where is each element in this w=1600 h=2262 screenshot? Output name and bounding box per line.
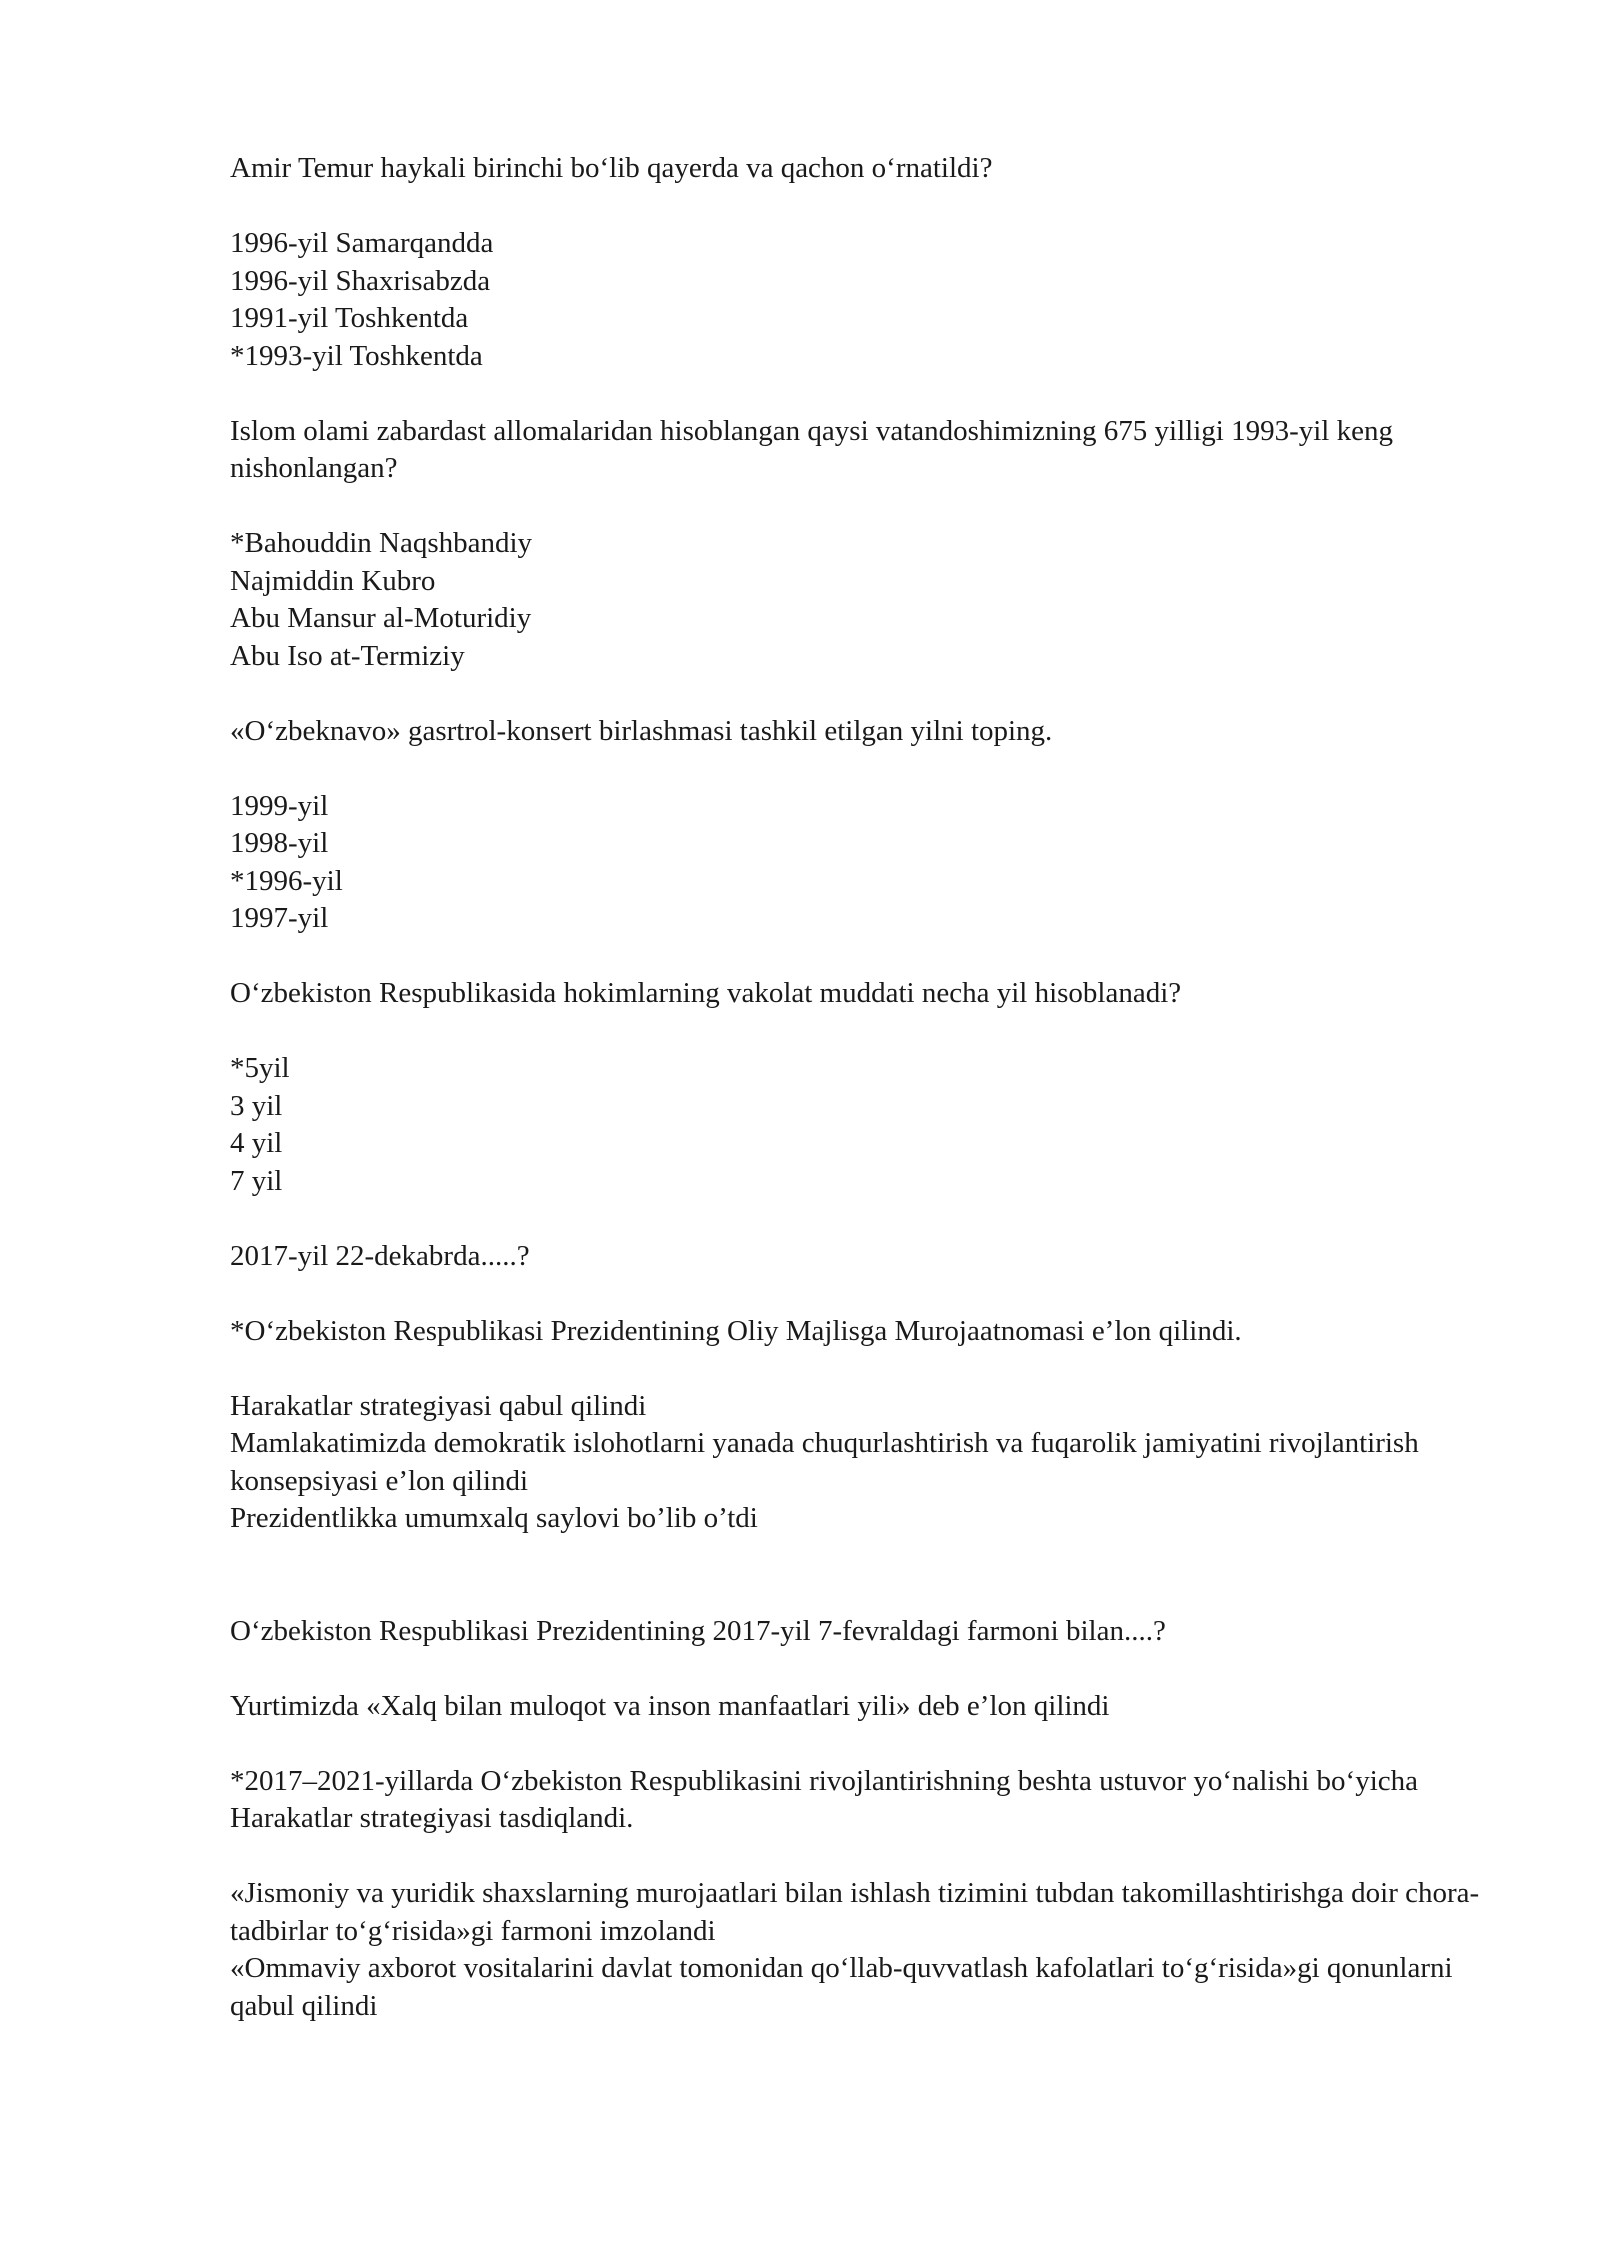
answer-option-correct: *O‘zbekiston Respublikasi Prezidentining Oliy Majlisga Murojaatnomasi e’lon qilindi. bbox=[230, 1314, 1242, 1347]
answer-option-correct: *5yil bbox=[230, 1052, 290, 1084]
answer-option: Harakatlar strategiyasi qabul qilindi bbox=[230, 1389, 647, 1422]
question-text: Amir Temur haykali birinchi bo‘lib qayerda va qachon o‘rnatildi? bbox=[230, 152, 993, 184]
answer-list bbox=[230, 1875, 1500, 2025]
answer-option: 1991-yil Toshkentda bbox=[230, 302, 469, 334]
answer-option-correct: *2017–2021-yillarda O‘zbekiston Respublikasini rivojlantirishning beshta ustuvor yo‘nalishi bo‘yicha Harakatlar strategiyasi tasdiqlandi. bbox=[230, 1764, 1419, 1834]
answer-option: Abu Mansur al-Moturidiy bbox=[230, 602, 532, 634]
answer-option: «Jismoniy va yuridik shaxslarning murojaatlari bilan ishlash tizimini tubdan takomillashtirishga doir chora-tadbirlar to‘g‘risida»gi farmoni imzolandi bbox=[230, 1877, 1480, 1947]
question-text: «O‘zbeknavo» gasrtrol-konsert birlashmasi tashkil etilgan yilni toping. bbox=[230, 714, 1053, 747]
question-text: 2017-yil 22-dekabrda.....? bbox=[230, 1239, 530, 1272]
question-text: O‘zbekiston Respublikasida hokimlarning vakolat muddati necha yil hisoblanadi? bbox=[230, 977, 1182, 1009]
question-text: Islom olami zabardast allomalaridan hisoblangan qaysi vatandoshimizning 675 yilligi 1993-yil keng nishonlangan? bbox=[230, 414, 1393, 484]
answer-option: 3 yil bbox=[230, 1089, 283, 1122]
answer-option: 4 yil bbox=[230, 1127, 283, 1159]
answer-option: 1997-yil bbox=[230, 902, 329, 934]
answer-option: 7 yil bbox=[230, 1164, 283, 1197]
answer-list bbox=[230, 1050, 1500, 1200]
answer-option: Mamlakatimizda demokratik islohotlarni yanada chuqurlashtirish va fuqarolik jamiyatini rivojlantirish konsepsiyasi e’lon qilindi bbox=[230, 1427, 1426, 1497]
document-page bbox=[230, 150, 1500, 2063]
answer-list bbox=[230, 225, 1500, 375]
answer-option: 1996-yil Shaxrisabzda bbox=[230, 264, 491, 297]
spacer bbox=[230, 1575, 1500, 1613]
answer-option: 1998-yil bbox=[230, 827, 329, 859]
answer-option: 1996-yil Samarqandda bbox=[230, 227, 494, 259]
answer-option: Yurtimizda «Xalq bilan muloqot va inson manfaatlari yili» deb e’lon qilindi bbox=[230, 1689, 1110, 1722]
answer-option-correct: *1993-yil Toshkentda bbox=[230, 339, 483, 372]
answer-option: 1999-yil bbox=[230, 789, 329, 822]
answer-list bbox=[230, 788, 1500, 938]
question-text: O‘zbekiston Respublikasi Prezidentining 2017-yil 7-fevraldagi farmoni bilan....? bbox=[230, 1614, 1166, 1647]
answer-list bbox=[230, 1388, 1500, 1538]
answer-option-correct: *1996-yil bbox=[230, 864, 343, 897]
answer-option: Prezidentlikka umumxalq saylovi bo’lib o’tdi bbox=[230, 1502, 758, 1534]
answer-option: Najmiddin Kubro bbox=[230, 564, 436, 597]
answer-option: «Ommaviy axborot vositalarini davlat tomonidan qo‘llab-quvvatlash kafolatlari to‘g‘risida»gi qonunlarni qabul qilindi bbox=[230, 1952, 1460, 2022]
answer-option: Abu Iso at-Termiziy bbox=[230, 639, 465, 672]
answer-option-correct: *Bahouddin Naqshbandiy bbox=[230, 527, 533, 559]
answer-list bbox=[230, 525, 1500, 675]
